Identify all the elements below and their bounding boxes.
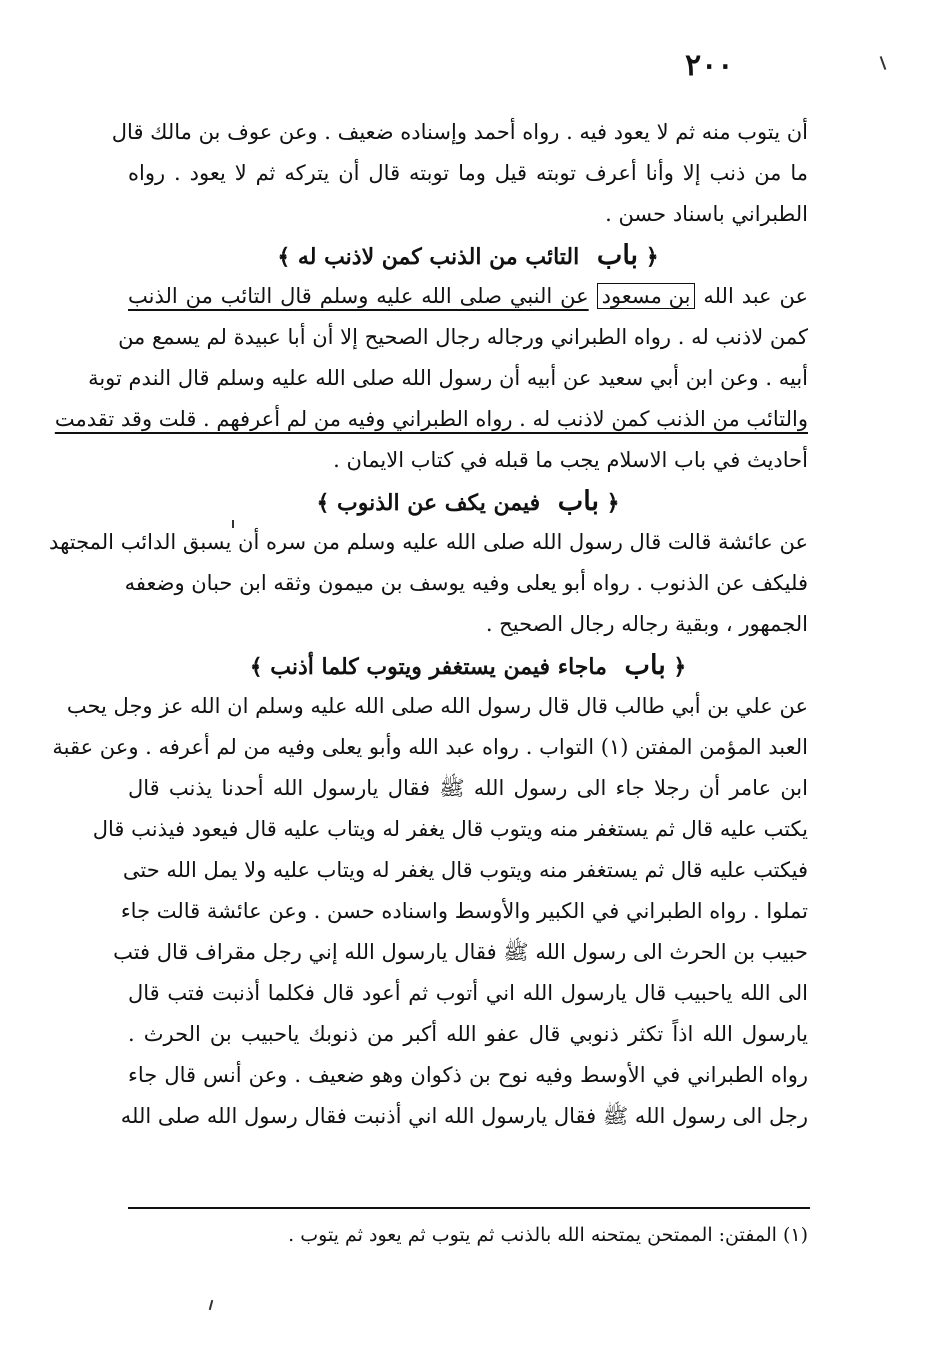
text-line: الطبراني باسناد حسن . <box>605 202 808 226</box>
text-line: أن يتوب منه ثم لا يعود فيه . رواه أحمد وإسناده ضعيف . وعن عوف بن مالك قال <box>111 120 808 144</box>
section-heading: ﴿ باب فيمن يكف عن الذنوب ﴾ <box>316 486 620 517</box>
scan-mark <box>209 1300 214 1310</box>
scan-mark <box>880 56 887 70</box>
text-line: عن عائشة قالت قال رسول الله صلى الله عليه وسلم من سره أن يسبق الدائب المجتهد <box>49 530 808 554</box>
text-line: فليكف عن الذنوب . رواه أبو يعلى وفيه يوسف بن ميمون وثقه ابن حبان وضعفه <box>124 571 808 595</box>
footnote-divider <box>128 1207 810 1209</box>
text-line: الى الله ياحبيب قال يارسول الله اني أتوب ثم أعود قال فكلما أذنبت فتب قال <box>128 981 808 1005</box>
heading-title: التائب من الذنب كمن لاذنب له <box>297 244 580 270</box>
heading-title: فيمن يكف عن الذنوب <box>337 490 541 516</box>
heading-title: ماجاء فيمن يستغفر ويتوب كلما أذنب <box>270 654 607 680</box>
section-heading: ﴿ باب التائب من الذنب كمن لاذنب له ﴾ <box>277 240 659 271</box>
section-heading: ﴿ باب ماجاء فيمن يستغفر ويتوب كلما أذنب ﴾ <box>249 650 687 681</box>
footnote: (١) المفتن: الممتحن يمتحنه الله بالذنب ثم يتوب ثم يعود ثم يتوب . <box>288 1224 808 1246</box>
text-line: يكتب عليه قال ثم يستغفر منه ويتوب قال يغفر له ويتاب عليه قال فيعود فيذنب قال <box>92 817 808 841</box>
text-line: ابن عامر أن رجلا جاء الى رسول الله ﷺ فقال يارسول الله أحدنا يذنب قال <box>128 776 808 800</box>
page-body <box>49 112 809 1137</box>
text-line: حبيب بن الحرث الى رسول الله ﷺ فقال يارسول الله إني رجل مقراف قال فتب <box>113 940 808 964</box>
text-line: العبد المؤمن المفتن (١) التواب . رواه عبد الله وأبو يعلى وفيه من لم أعرفه . وعن عقبة <box>52 735 808 759</box>
text-line: والتائب من الذنب كمن لاذنب له . رواه الطبراني وفيه من لم أعرفهم . قلت وقد تقدمت <box>54 407 808 431</box>
text-line: تملوا . رواه الطبراني في الكبير والأوسط واسناده حسن . وعن عائشة قالت جاء <box>120 899 808 923</box>
scan-mark <box>232 520 234 528</box>
heading-bab: باب <box>624 650 666 681</box>
text-line: أبيه . وعن ابن أبي سعيد عن أبيه أن رسول الله صلى الله عليه وسلم قال الندم توبة <box>88 366 808 390</box>
text-line: الجمهور ، وبقية رجاله رجال الصحيح . <box>485 612 808 636</box>
text-line: كمن لاذنب له . رواه الطبراني ورجاله رجال الصحيح إلا أن أبا عبيدة لم يسمع من <box>118 325 808 349</box>
text-line: رجل الى رسول الله ﷺ فقال يارسول الله اني أذنبت فقال رسول الله صلى الله <box>120 1104 808 1128</box>
text-line: عن علي بن أبي طالب قال قال رسول الله صلى الله عليه وسلم ان الله عز وجل يحب <box>66 694 808 718</box>
heading-bab: باب <box>557 486 599 517</box>
text-line <box>128 276 808 317</box>
boxed-annotation: بن مسعود <box>597 283 696 309</box>
text-line: فيكتب عليه قال ثم يستغفر منه ويتوب قال يغفر له ويتاب عليه ولا يمل الله حتى <box>122 858 808 882</box>
text-line: ما من ذنب إلا وأنا أعرف توبته قيل وما توبته قال أن يتركه ثم لا يعود . رواه <box>128 161 808 185</box>
text-line: أحاديث في باب الاسلام يجب ما قبله في كتاب الايمان . <box>333 448 808 472</box>
heading-bab: باب <box>596 240 639 271</box>
text-segment: عن النبي صلى الله عليه وسلم قال التائب من الذنب <box>128 284 589 308</box>
text-line: يارسول الله اذاً تكثر ذنوبي قال عفو الله أكبر من ذنوبك ياحبيب بن الحرث . <box>128 1022 808 1046</box>
text-line: رواه الطبراني في الأوسط وفيه نوح بن ذكوان وهو ضعيف . وعن أنس قال جاء <box>128 1063 808 1087</box>
text-segment: عن عبد الله <box>703 284 809 308</box>
page-number: ٢٠٠ <box>685 48 734 83</box>
